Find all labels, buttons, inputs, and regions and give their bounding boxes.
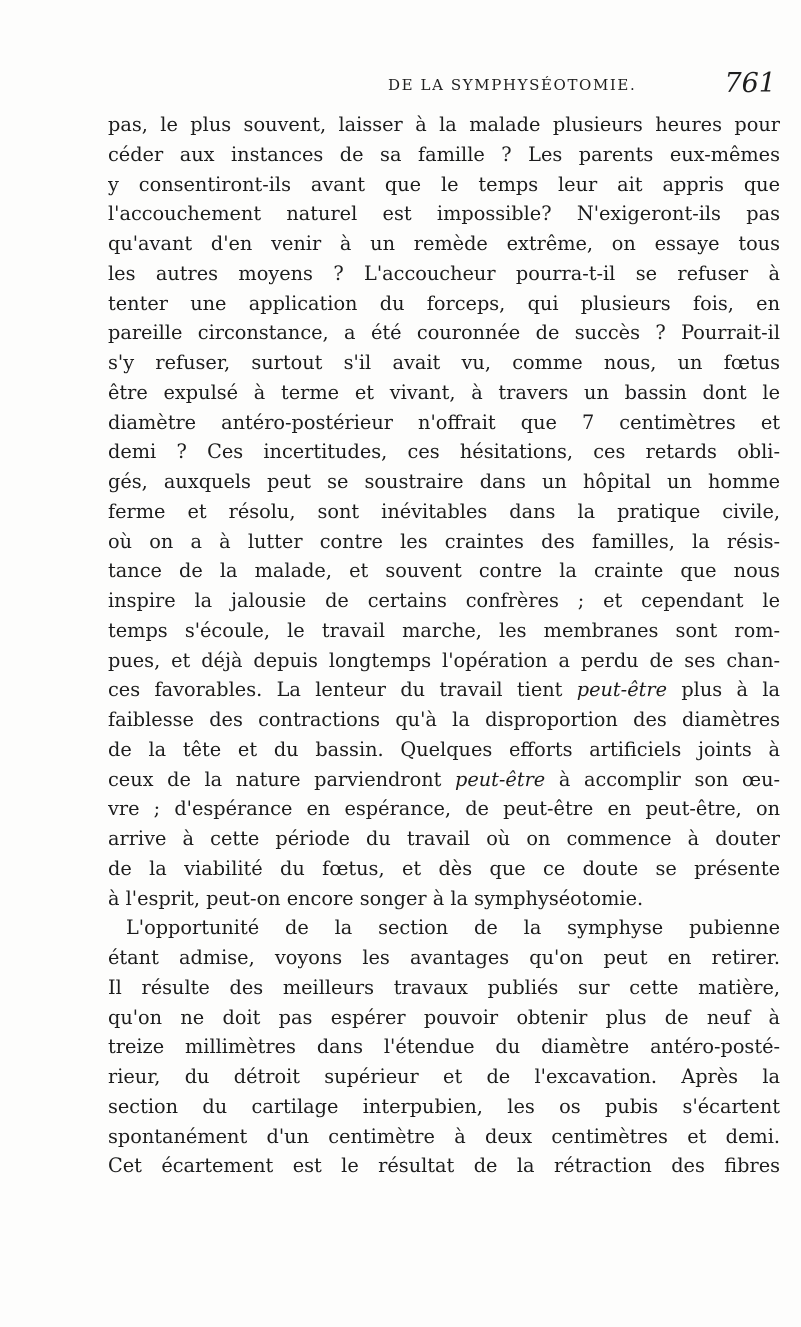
body-text — [108, 110, 780, 1181]
page-number: 761 — [724, 68, 776, 99]
text-line: y consentiront-ils avant que le temps leur ait appris que — [108, 172, 780, 196]
text-run: ces favorables. La lenteur du travail tient — [108, 678, 577, 702]
running-head — [108, 68, 776, 102]
text-line: rieur, du détroit supérieur et de l'excavation. Après la — [108, 1065, 780, 1088]
text-line: faiblesse des contractions qu'à la disproportion des diamètres — [108, 708, 780, 731]
text-line — [108, 675, 780, 705]
text-line: les autres moyens ? L'accoucheur pourra-t-il se refuser à — [108, 261, 780, 285]
text-line: où on a à lutter contre les craintes des familles, la résis- — [108, 529, 780, 553]
text-line: gés, auxquels peut se soustraire dans un hôpital un homme — [108, 470, 780, 493]
text-line: de la viabilité du fœtus, et dès que ce doute se présente — [108, 856, 780, 880]
text-line: céder aux instances de sa famille ? Les parents eux-mêmes — [108, 142, 780, 166]
text-line — [108, 765, 780, 795]
text-line: étant admise, voyons les avantages qu'on peut en retirer. — [108, 946, 780, 969]
text-run: plus à la — [667, 678, 780, 702]
text-line: spontanément d'un centimètre à deux centimètres et demi. — [108, 1124, 780, 1148]
text-line: tance de la malade, et souvent contre la crainte que nous — [108, 559, 780, 583]
text-line: s'y refuser, surtout s'il avait vu, comme nous, un fœtus — [108, 351, 780, 374]
text-line: Cet écartement est le résultat de la rétraction des fibres — [108, 1154, 780, 1178]
italic-term: peut-être — [455, 767, 546, 791]
text-line: diamètre antéro-postérieur n'offrait que 7 centimètres et — [108, 410, 780, 434]
text-line: L'opportunité de la section de la symphyse pubienne — [126, 916, 780, 940]
text-line: arrive à cette période du travail où on commence à douter — [108, 827, 780, 850]
text-line: à l'esprit, peut-on encore songer à la symphyséotomie. — [108, 886, 644, 910]
running-title: DE LA SYMPHYSÉOTOMIE. — [388, 76, 637, 94]
text-line: temps s'écoule, le travail marche, les membranes sont rom- — [108, 618, 780, 642]
text-line: pas, le plus souvent, laisser à la malade plusieurs heures pour — [108, 113, 780, 136]
text-line: être expulsé à terme et vivant, à travers un bassin dont le — [108, 380, 780, 404]
text-line: de la tête et du bassin. Quelques efforts artificiels joints à — [108, 737, 780, 761]
italic-term: peut-être — [576, 678, 667, 702]
text-line: tenter une application du forceps, qui plusieurs fois, en — [108, 291, 780, 315]
text-line: qu'on ne doit pas espérer pouvoir obtenir plus de neuf à — [108, 1005, 780, 1029]
text-line: pues, et déjà depuis longtemps l'opération a perdu de ses chan- — [108, 648, 780, 672]
text-run: ceux de la nature parviendront — [108, 767, 455, 791]
text-line: section du cartilage interpubien, les os pubis s'écartent — [108, 1094, 780, 1118]
text-line: ferme et résolu, sont inévitables dans la pratique civile, — [108, 499, 780, 523]
text-line: pareille circonstance, a été couronnée de succès ? Pourrait-il — [108, 321, 780, 345]
text-line: vre ; d'espérance en espérance, de peut-être en peut-être, on — [108, 797, 780, 821]
text-line: Il résulte des meilleurs travaux publiés sur cette matière, — [108, 975, 780, 999]
text-line: l'accouchement naturel est impossible? N'exigeront-ils pas — [108, 202, 780, 226]
text-run: à accomplir son œu- — [545, 767, 780, 791]
text-line: treize millimètres dans l'étendue du diamètre antéro-posté- — [108, 1035, 780, 1059]
text-line: inspire la jalousie de certains confrères ; et cependant le — [108, 589, 780, 612]
text-line: qu'avant d'en venir à un remède extrême, on essaye tous — [108, 232, 780, 255]
text-line: demi ? Ces incertitudes, ces hésitations, ces retards obli- — [108, 440, 780, 464]
